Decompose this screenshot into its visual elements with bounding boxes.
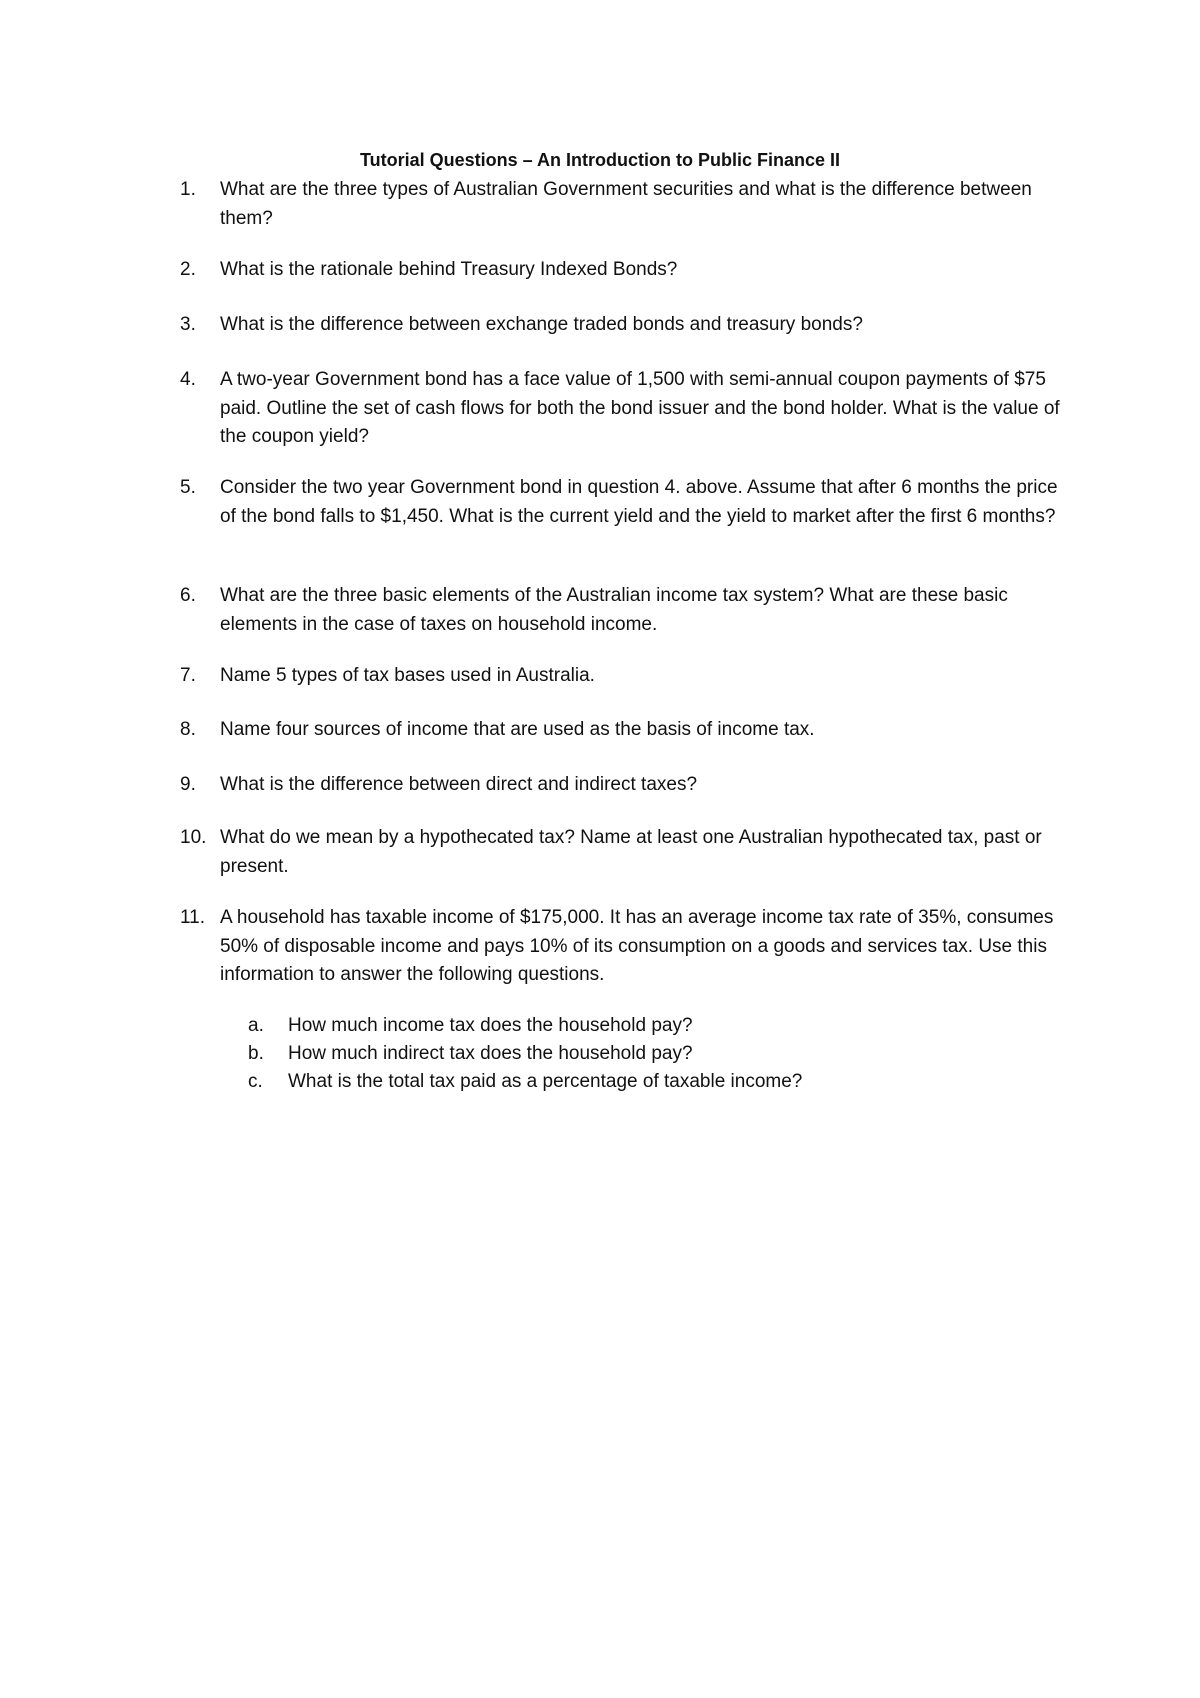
question-10 bbox=[180, 824, 1060, 881]
question-number: 1. bbox=[180, 179, 196, 200]
question-text: What is the rationale behind Treasury Indexed Bonds? bbox=[220, 259, 678, 280]
subquestion-letter: b. bbox=[248, 1043, 264, 1064]
question-2 bbox=[180, 256, 1060, 285]
question-text: What are the three basic elements of the Australian income tax system? What are these basic elements in the case of taxes on household income. bbox=[220, 585, 1008, 635]
question-text: A household has taxable income of $175,000. It has an average income tax rate of 35%, consumes 50% of disposable income and pays 10% of its consumption on a goods and services tax. Use this information to answer the following questions. bbox=[220, 907, 1054, 985]
question-7 bbox=[180, 662, 1060, 691]
question-number: 8. bbox=[180, 719, 196, 740]
subquestion-letter: c. bbox=[248, 1071, 263, 1092]
subquestion-a bbox=[248, 1012, 1048, 1041]
question-text: Name 5 types of tax bases used in Australia. bbox=[220, 665, 595, 686]
question-number: 5. bbox=[180, 477, 196, 498]
question-text: What is the difference between exchange traded bonds and treasury bonds? bbox=[220, 314, 863, 335]
subquestion-b bbox=[248, 1040, 1048, 1069]
question-6 bbox=[180, 582, 1060, 639]
question-number: 10. bbox=[180, 827, 207, 848]
question-text: What do we mean by a hypothecated tax? Name at least one Australian hypothecated tax, past or present. bbox=[220, 827, 1042, 877]
question-number: 4. bbox=[180, 369, 196, 390]
question-number: 9. bbox=[180, 774, 196, 795]
subquestion-c bbox=[248, 1068, 1048, 1097]
question-5 bbox=[180, 474, 1060, 531]
question-text: Name four sources of income that are used as the basis of income tax. bbox=[220, 719, 815, 740]
subquestion-text: What is the total tax paid as a percentage of taxable income? bbox=[288, 1071, 803, 1092]
question-text: What is the difference between direct and indirect taxes? bbox=[220, 774, 698, 795]
question-4 bbox=[180, 366, 1060, 452]
question-text: What are the three types of Australian Government securities and what is the difference between them? bbox=[220, 179, 1032, 229]
question-3 bbox=[180, 311, 1060, 340]
question-9 bbox=[180, 771, 1060, 800]
question-1 bbox=[180, 176, 1060, 233]
question-8 bbox=[180, 716, 1060, 745]
document-title: Tutorial Questions – An Introduction to Public Finance II bbox=[359, 150, 840, 170]
question-number: 7. bbox=[180, 665, 196, 686]
question-number: 3. bbox=[180, 314, 196, 335]
question-text: Consider the two year Government bond in question 4. above. Assume that after 6 months the price of the bond falls to $1,450. What is the current yield and the yield to market after the first 6 months? bbox=[220, 477, 1058, 527]
subquestion-text: How much indirect tax does the household pay? bbox=[288, 1043, 693, 1064]
question-number: 6. bbox=[180, 585, 196, 606]
subquestion-letter: a. bbox=[248, 1015, 264, 1036]
subquestion-text: How much income tax does the household pay? bbox=[288, 1015, 693, 1036]
question-11 bbox=[180, 904, 1060, 990]
question-text: A two-year Government bond has a face value of 1,500 with semi-annual coupon payments of $75 paid. Outline the set of cash flows for both the bond issuer and the bond holder. What is the value of the coupon yield? bbox=[220, 369, 1060, 447]
question-number: 2. bbox=[180, 259, 196, 280]
question-number: 11. bbox=[180, 907, 206, 928]
